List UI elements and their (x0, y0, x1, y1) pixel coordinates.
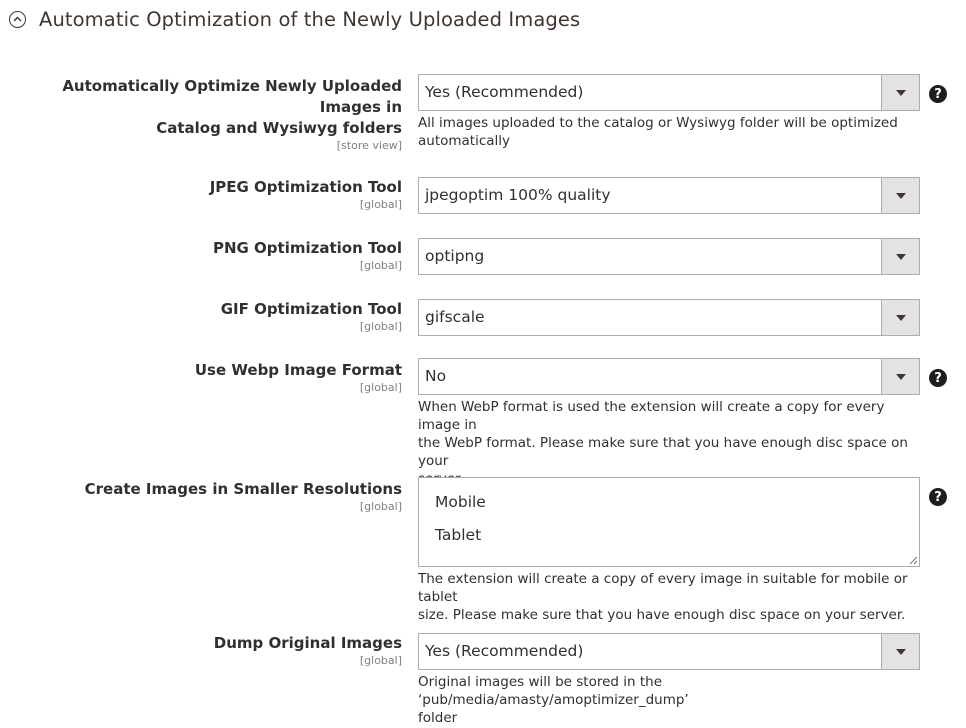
scope-label: [global] (359, 500, 402, 513)
section-header-toggle[interactable] (9, 4, 580, 34)
note-line: automatically (418, 133, 511, 149)
help-icon[interactable]: ? (929, 488, 947, 506)
chevron-up-circle-icon[interactable] (9, 11, 26, 28)
field-note (418, 570, 920, 624)
scope-label: [global] (359, 320, 402, 333)
field-label: Catalog and Wysiwyg folders (156, 119, 402, 137)
caret-down-icon (896, 90, 906, 96)
field-label: Use Webp Image Format (194, 361, 402, 379)
png-tool-select[interactable] (418, 238, 920, 275)
caret-down-icon (896, 374, 906, 380)
multiselect-option-mobile[interactable]: Mobile (435, 493, 486, 511)
field-value-group (418, 238, 920, 275)
select-value: No (425, 367, 447, 385)
field-label-group (0, 238, 402, 273)
scope-label: [global] (359, 198, 402, 211)
gif-tool-select[interactable] (418, 299, 920, 336)
field-note (418, 398, 920, 488)
select-value: Yes (Recommended) (425, 642, 584, 660)
help-icon[interactable]: ? (929, 85, 947, 103)
dropdown-arrow-button[interactable] (881, 75, 919, 110)
field-label-group (0, 479, 402, 514)
field-label: GIF Optimization Tool (220, 300, 402, 318)
field-label: Create Images in Smaller Resolutions (84, 480, 402, 498)
scope-label: [store view] (336, 139, 402, 152)
field-label: PNG Optimization Tool (212, 239, 402, 257)
field-value-group (418, 358, 920, 488)
resolutions-multiselect[interactable] (418, 477, 920, 567)
scope-label: [global] (359, 259, 402, 272)
caret-down-icon (896, 254, 906, 260)
multiselect-option-tablet[interactable]: Tablet (435, 526, 482, 544)
note-line: size. Please make sure that you have enough disc space on your server. (418, 607, 906, 623)
note-line: Original images will be stored in the ‘pub/media/amasty/amoptimizer_dump’ (418, 674, 689, 708)
webp-select[interactable] (418, 358, 920, 395)
dropdown-arrow-button[interactable] (881, 239, 919, 274)
select-value: optipng (425, 247, 485, 265)
caret-down-icon (896, 649, 906, 655)
note-line: The extension will create a copy of every image in suitable for mobile or tablet (418, 571, 908, 605)
help-icon[interactable]: ? (929, 369, 947, 387)
scope-label: [global] (359, 654, 402, 667)
resize-handle-icon[interactable] (908, 555, 918, 565)
field-label-group (0, 76, 402, 153)
scope-label: [global] (359, 381, 402, 394)
field-value-group (418, 177, 920, 214)
field-label: JPEG Optimization Tool (209, 178, 402, 196)
field-value-group (418, 633, 920, 727)
dropdown-arrow-button[interactable] (881, 178, 919, 213)
note-line: the WebP format. Please make sure that you have enough disc space on your (418, 435, 908, 469)
select-value: Yes (Recommended) (425, 83, 584, 101)
field-note (418, 673, 920, 727)
field-value-group (418, 477, 920, 624)
caret-down-icon (896, 315, 906, 321)
section-title: Automatic Optimization of the Newly Uploaded Images (39, 7, 581, 31)
dropdown-arrow-button[interactable] (881, 634, 919, 669)
caret-down-icon (896, 193, 906, 199)
field-value-group (418, 74, 920, 150)
dump-original-select[interactable] (418, 633, 920, 670)
select-value: gifscale (425, 308, 485, 326)
note-line: When WebP format is used the extension will create a copy for every image in (418, 399, 885, 433)
field-note (418, 114, 920, 150)
dropdown-arrow-button[interactable] (881, 359, 919, 394)
field-value-group (418, 299, 920, 336)
select-value: jpegoptim 100% quality (425, 186, 611, 204)
auto-optimize-select[interactable] (418, 74, 920, 111)
note-line: folder (418, 710, 458, 726)
field-label-group (0, 299, 402, 334)
jpeg-tool-select[interactable] (418, 177, 920, 214)
field-label: Dump Original Images (213, 634, 402, 652)
note-line: All images uploaded to the catalog or Wysiwyg folder will be optimized (418, 115, 898, 131)
field-label-group (0, 633, 402, 668)
field-label: Automatically Optimize Newly Uploaded Images in (62, 77, 402, 116)
field-label-group (0, 177, 402, 212)
dropdown-arrow-button[interactable] (881, 300, 919, 335)
field-label-group (0, 360, 402, 395)
